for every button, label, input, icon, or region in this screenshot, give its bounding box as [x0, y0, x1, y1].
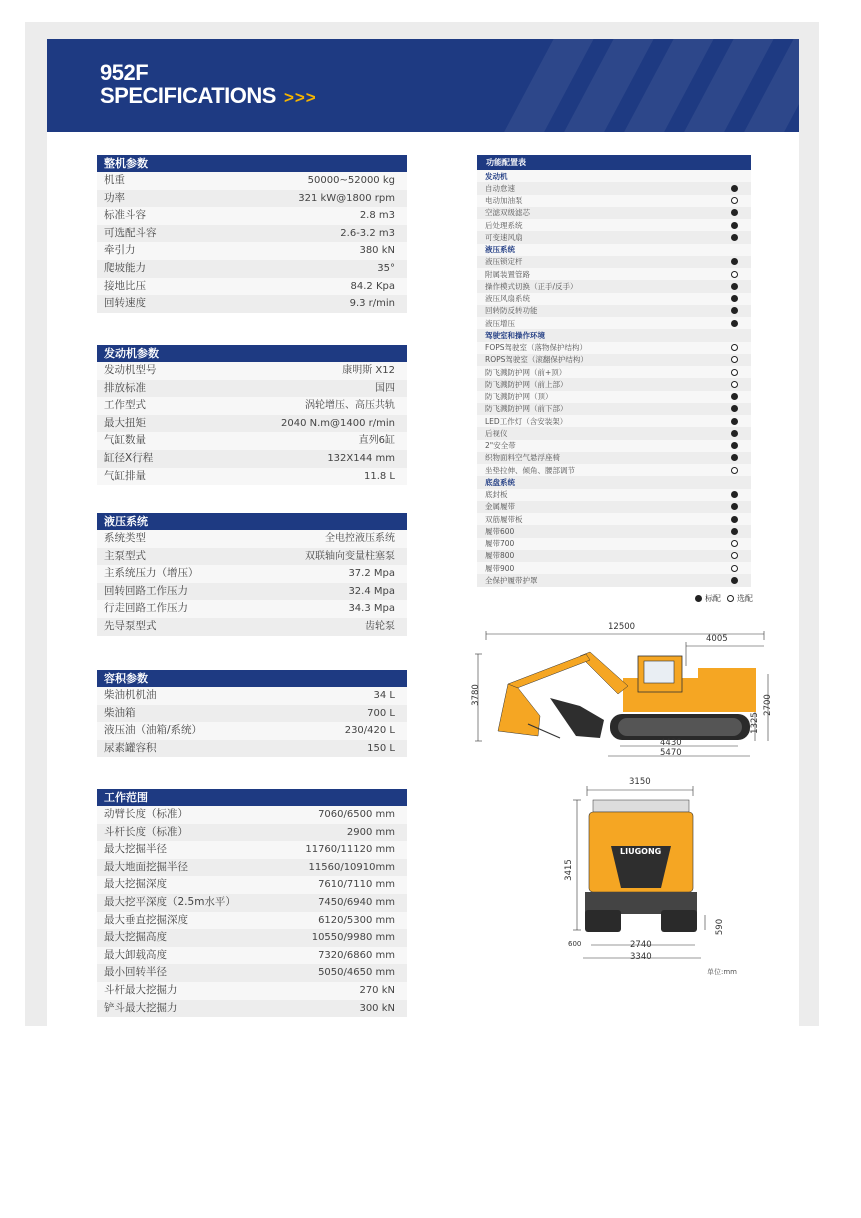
feature-row	[477, 464, 751, 476]
standard-mark-icon	[731, 393, 738, 400]
feature-label: 附属装置管路	[485, 269, 530, 279]
feature-label: 自动怠速	[485, 183, 515, 193]
feature-label: 金属履带	[485, 502, 515, 512]
spec-value: 270 kN	[359, 984, 395, 996]
feature-label: 防飞溅防护网（前上部）	[485, 379, 568, 389]
feature-label: 全保护履带护罩	[485, 575, 538, 585]
spec-label: 主系统压力（增压）	[104, 567, 199, 580]
feature-row	[477, 293, 751, 305]
dim-tumbler-distance: 4430	[660, 738, 682, 748]
feature-label: 履带600	[485, 526, 515, 536]
feature-row	[477, 317, 751, 329]
section-capacity	[97, 670, 407, 757]
feature-label: ROPS驾驶室（滚翻保护结构）	[485, 355, 588, 365]
dim-rear-height: 3415	[563, 859, 574, 881]
spec-value: 300 kN	[359, 1002, 395, 1014]
spec-value: 32.4 Mpa	[348, 585, 395, 597]
spec-value: 11560/10910mm	[308, 861, 395, 873]
feature-label: 织物面料空气悬浮座椅	[485, 453, 560, 463]
dim-shoe-width: 600	[568, 940, 582, 948]
feature-row	[477, 219, 751, 231]
spec-row	[97, 876, 407, 894]
spec-label: 柴油箱	[104, 706, 136, 719]
feature-label: 液压风扇系统	[485, 294, 530, 304]
optional-mark-icon	[731, 369, 738, 376]
spec-row	[97, 207, 407, 225]
standard-mark-icon	[731, 307, 738, 314]
spec-row	[97, 530, 407, 548]
spec-value: 150 L	[367, 742, 395, 754]
spec-label: 最大地面挖掘半径	[104, 860, 188, 873]
optional-mark-icon	[731, 356, 738, 363]
legend-optional: 选配	[737, 594, 753, 603]
spec-row	[97, 618, 407, 636]
feature-label: 驾驶室和操作环境	[485, 330, 545, 340]
spec-value: 9.3 r/min	[349, 298, 395, 310]
feature-label: 液压系统	[485, 245, 515, 255]
feature-label: 空滤双级滤芯	[485, 208, 530, 218]
feature-label: 后视仪	[485, 428, 508, 438]
spec-value: 全电控液压系统	[325, 533, 395, 544]
feature-row	[477, 231, 751, 243]
spec-row	[97, 705, 407, 723]
dim-tail-radius: 4005	[706, 634, 728, 644]
section-title: 液压系统	[97, 513, 407, 530]
section-title: 发动机参数	[97, 345, 407, 362]
specifications-heading: SPECIFICATIONS	[100, 83, 276, 108]
spec-value: 700 L	[367, 707, 395, 719]
spec-row	[97, 947, 407, 965]
standard-mark-icon	[731, 222, 738, 229]
feature-row	[477, 207, 751, 219]
spec-row	[97, 362, 407, 380]
feature-row	[477, 562, 751, 574]
dim-overall-height: 3780	[470, 684, 481, 706]
feature-label: LED工作灯（含安装架）	[485, 416, 568, 426]
optional-mark-icon	[731, 344, 738, 351]
spec-label: 最小回转半径	[104, 966, 167, 979]
spec-value: 10550/9980 mm	[311, 932, 395, 944]
feature-row	[477, 391, 751, 403]
feature-row	[477, 513, 751, 525]
standard-mark-icon	[731, 528, 738, 535]
dim-rear-clearance: 590	[715, 918, 726, 936]
feature-category	[477, 244, 751, 256]
standard-mark-icon	[731, 491, 738, 498]
legend-standard: 标配	[705, 594, 721, 603]
spec-row	[97, 1000, 407, 1018]
spec-label: 发动机型号	[104, 364, 157, 376]
feature-category	[477, 476, 751, 488]
model-number: 952F	[100, 60, 149, 85]
spec-row	[97, 260, 407, 278]
spec-row	[97, 565, 407, 583]
spec-value: 132X144 mm	[327, 452, 395, 464]
spec-label: 系统类型	[104, 532, 146, 544]
dim-upper-width: 3150	[629, 777, 651, 787]
feature-label: 履带900	[485, 563, 515, 573]
spec-row	[97, 687, 407, 705]
spec-label: 动臂长度（标准）	[104, 808, 188, 820]
feature-label: 坐垫拉伸、倾角、腰部调节	[485, 465, 575, 475]
feature-row	[477, 427, 751, 439]
standard-mark-icon	[731, 209, 738, 216]
spec-label: 液压油（油箱/系统）	[104, 724, 203, 737]
feature-label: 履带800	[485, 551, 515, 561]
feature-label: 防飞溅防护网（顶）	[485, 392, 553, 402]
spec-row	[97, 225, 407, 243]
spec-row	[97, 295, 407, 313]
spec-value: 7320/6860 mm	[318, 949, 395, 961]
feature-label: 防飞溅防护网（前+顶）	[485, 367, 567, 377]
dim-track-gauge: 2740	[630, 940, 652, 950]
standard-mark-icon	[731, 185, 738, 192]
feature-row	[477, 305, 751, 317]
standard-mark-icon	[731, 405, 738, 412]
spec-row	[97, 722, 407, 740]
spec-row	[97, 397, 407, 415]
feature-row	[477, 501, 751, 513]
optional-mark-icon	[731, 565, 738, 572]
spec-value: 直列6缸	[358, 435, 395, 447]
feature-label: 双筋履带板	[485, 514, 523, 524]
feature-label: 底盘系统	[485, 477, 515, 487]
spec-label: 可选配斗容	[104, 226, 157, 239]
spec-label: 排放标准	[104, 381, 146, 394]
spec-label: 最大扭矩	[104, 416, 146, 429]
feature-label: 液压锁定杆	[485, 257, 523, 267]
spec-row	[97, 824, 407, 842]
optional-mark-icon	[731, 467, 738, 474]
section-engine	[97, 345, 407, 485]
spec-value: 7060/6500 mm	[318, 809, 395, 820]
optional-mark-icon	[731, 552, 738, 559]
section-title: 容积参数	[97, 670, 407, 687]
standard-mark-icon	[731, 258, 738, 265]
standard-mark-icon	[731, 577, 738, 584]
excavator-rear-view	[565, 780, 715, 965]
feature-label: 底封板	[485, 490, 508, 500]
feature-row	[477, 366, 751, 378]
spec-value: 380 kN	[359, 245, 395, 257]
standard-mark-icon	[731, 234, 738, 241]
section-machine	[97, 155, 407, 313]
spec-row	[97, 450, 407, 468]
spec-row	[97, 548, 407, 566]
spec-value: 50000~52000 kg	[307, 175, 395, 186]
spec-value: 321 kW@1800 rpm	[298, 192, 395, 204]
spec-label: 工作型式	[104, 399, 146, 412]
feature-label: 操作模式切换（正手/反手）	[485, 281, 578, 291]
feature-label: 回转防反转功能	[485, 306, 538, 316]
dim-overall-length: 12500	[608, 622, 636, 632]
optional-mark-icon	[731, 271, 738, 278]
feature-label: 后处理系统	[485, 220, 523, 230]
spec-label: 主泵型式	[104, 549, 146, 562]
optional-mark-icon	[731, 381, 738, 388]
spec-row	[97, 982, 407, 1000]
spec-label: 机重	[104, 174, 125, 186]
feature-row	[477, 354, 751, 366]
spec-row	[97, 278, 407, 296]
section-title: 工作范围	[97, 789, 407, 806]
spec-row	[97, 806, 407, 824]
spec-label: 气缸数量	[104, 434, 146, 447]
dim-ground-clearance: 1325	[749, 712, 760, 734]
spec-value: 6120/5300 mm	[318, 914, 395, 926]
section-title: 整机参数	[97, 155, 407, 172]
spec-label: 先导泵型式	[104, 619, 157, 632]
optional-mark-icon	[727, 595, 734, 602]
spec-row	[97, 859, 407, 877]
spec-row	[97, 740, 407, 758]
spec-label: 最大挖掘高度	[104, 931, 167, 944]
feature-row	[477, 280, 751, 292]
spec-label: 尿素罐容积	[104, 741, 157, 754]
spec-row	[97, 468, 407, 486]
spec-value: 34 L	[373, 690, 395, 701]
spec-value: 84.2 Kpa	[350, 280, 395, 292]
feature-row	[477, 268, 751, 280]
spec-label: 最大挖掘半径	[104, 843, 167, 856]
spec-value: 34.3 Mpa	[348, 603, 395, 615]
feature-row	[477, 342, 751, 354]
standard-mark-icon	[731, 503, 738, 510]
feature-label: 2"安全带	[485, 441, 516, 451]
standard-mark-icon	[731, 442, 738, 449]
feature-label: 液压增压	[485, 318, 515, 328]
feature-row	[477, 525, 751, 537]
dim-cab-height: 2700	[762, 694, 773, 716]
spec-value: 国四	[375, 382, 395, 394]
spec-label: 斗杆长度（标准）	[104, 825, 188, 838]
spec-label: 牵引力	[104, 244, 136, 257]
section-working-range	[97, 789, 407, 1017]
spec-row	[97, 841, 407, 859]
spec-label: 接地比压	[104, 279, 146, 292]
spec-label: 标准斗容	[104, 209, 146, 222]
feature-label: 可变速风扇	[485, 232, 523, 242]
unit-note: 单位:mm	[707, 968, 737, 976]
spec-value: 7610/7110 mm	[318, 879, 395, 891]
feature-row	[477, 182, 751, 194]
spec-row	[97, 583, 407, 601]
feature-category	[477, 329, 751, 341]
page-title	[100, 61, 317, 109]
spec-label: 最大垂直挖掘深度	[104, 913, 188, 926]
spec-row	[97, 242, 407, 260]
spec-value: 5050/4650 mm	[318, 967, 395, 979]
feature-category	[477, 170, 751, 182]
spec-label: 斗杆最大挖掘力	[104, 983, 178, 996]
feature-row	[477, 195, 751, 207]
spec-value: 康明斯 X12	[342, 365, 395, 376]
feature-row	[477, 489, 751, 501]
standard-mark-icon	[731, 430, 738, 437]
spec-label: 行走回路工作压力	[104, 602, 188, 615]
feature-row	[477, 440, 751, 452]
optional-mark-icon	[731, 540, 738, 547]
spec-label: 气缸排量	[104, 469, 146, 482]
feature-table-title: 功能配置表	[477, 155, 751, 170]
feature-label: 电动加油泵	[485, 196, 523, 206]
spec-value: 2.8 m3	[359, 210, 395, 222]
spec-value: 2040 N.m@1400 r/min	[281, 417, 395, 429]
spec-value: 37.2 Mpa	[348, 568, 395, 580]
spec-row	[97, 912, 407, 930]
standard-mark-icon	[731, 516, 738, 523]
spec-row	[97, 172, 407, 190]
spec-label: 回转速度	[104, 297, 146, 310]
standard-mark-icon	[731, 454, 738, 461]
arrows-decoration: >>>	[283, 88, 317, 107]
feature-row	[477, 452, 751, 464]
dim-overall-width: 3340	[630, 952, 652, 962]
brand-logo: LIUGONG	[620, 847, 662, 856]
spec-value: 2900 mm	[346, 826, 395, 838]
spec-value: 11760/11120 mm	[305, 844, 395, 856]
standard-mark-icon	[695, 595, 702, 602]
feature-row	[477, 256, 751, 268]
feature-row	[477, 403, 751, 415]
spec-label: 回转回路工作压力	[104, 584, 188, 597]
spec-row	[97, 415, 407, 433]
standard-mark-icon	[731, 418, 738, 425]
spec-label: 最大卸载高度	[104, 948, 167, 961]
spec-value: 7450/6940 mm	[318, 896, 395, 908]
feature-row	[477, 574, 751, 586]
standard-mark-icon	[731, 295, 738, 302]
spec-row	[97, 190, 407, 208]
feature-row	[477, 550, 751, 562]
spec-value: 230/420 L	[344, 725, 395, 737]
spec-row	[97, 964, 407, 982]
feature-label: 发动机	[485, 171, 508, 181]
feature-label: FOPS驾驶室（落物保护结构）	[485, 343, 588, 353]
spec-row	[97, 600, 407, 618]
spec-label: 功率	[104, 191, 125, 204]
spec-value: 35°	[377, 262, 395, 274]
feature-row	[477, 415, 751, 427]
feature-label: 履带700	[485, 539, 515, 549]
spec-row	[97, 929, 407, 947]
dim-track-length: 5470	[660, 748, 682, 758]
optional-mark-icon	[731, 197, 738, 204]
standard-mark-icon	[731, 283, 738, 290]
spec-value: 2.6-3.2 m3	[340, 227, 395, 239]
section-hydraulic	[97, 513, 407, 636]
spec-label: 最大挖掘深度	[104, 878, 167, 891]
feature-table	[477, 155, 751, 587]
feature-label: 防飞溅防护网（前下部）	[485, 404, 568, 414]
spec-label: 缸径X行程	[104, 451, 154, 464]
feature-row	[477, 538, 751, 550]
spec-value: 涡轮增压、高压共轨	[305, 400, 395, 412]
spec-label: 最大挖平深度（2.5m水平）	[104, 895, 236, 908]
feature-legend	[695, 593, 753, 604]
spec-value: 11.8 L	[363, 470, 395, 482]
spec-value: 齿轮泵	[365, 620, 395, 632]
header-banner	[47, 39, 799, 132]
spec-label: 铲斗最大挖掘力	[104, 1001, 178, 1014]
spec-row	[97, 380, 407, 398]
spec-row	[97, 894, 407, 912]
feature-row	[477, 378, 751, 390]
excavator-side-view	[468, 626, 778, 764]
spec-row	[97, 432, 407, 450]
spec-label: 柴油机机油	[104, 689, 157, 701]
standard-mark-icon	[731, 320, 738, 327]
spec-label: 爬坡能力	[104, 261, 146, 274]
spec-value: 双联轴向变量柱塞泵	[305, 550, 395, 562]
